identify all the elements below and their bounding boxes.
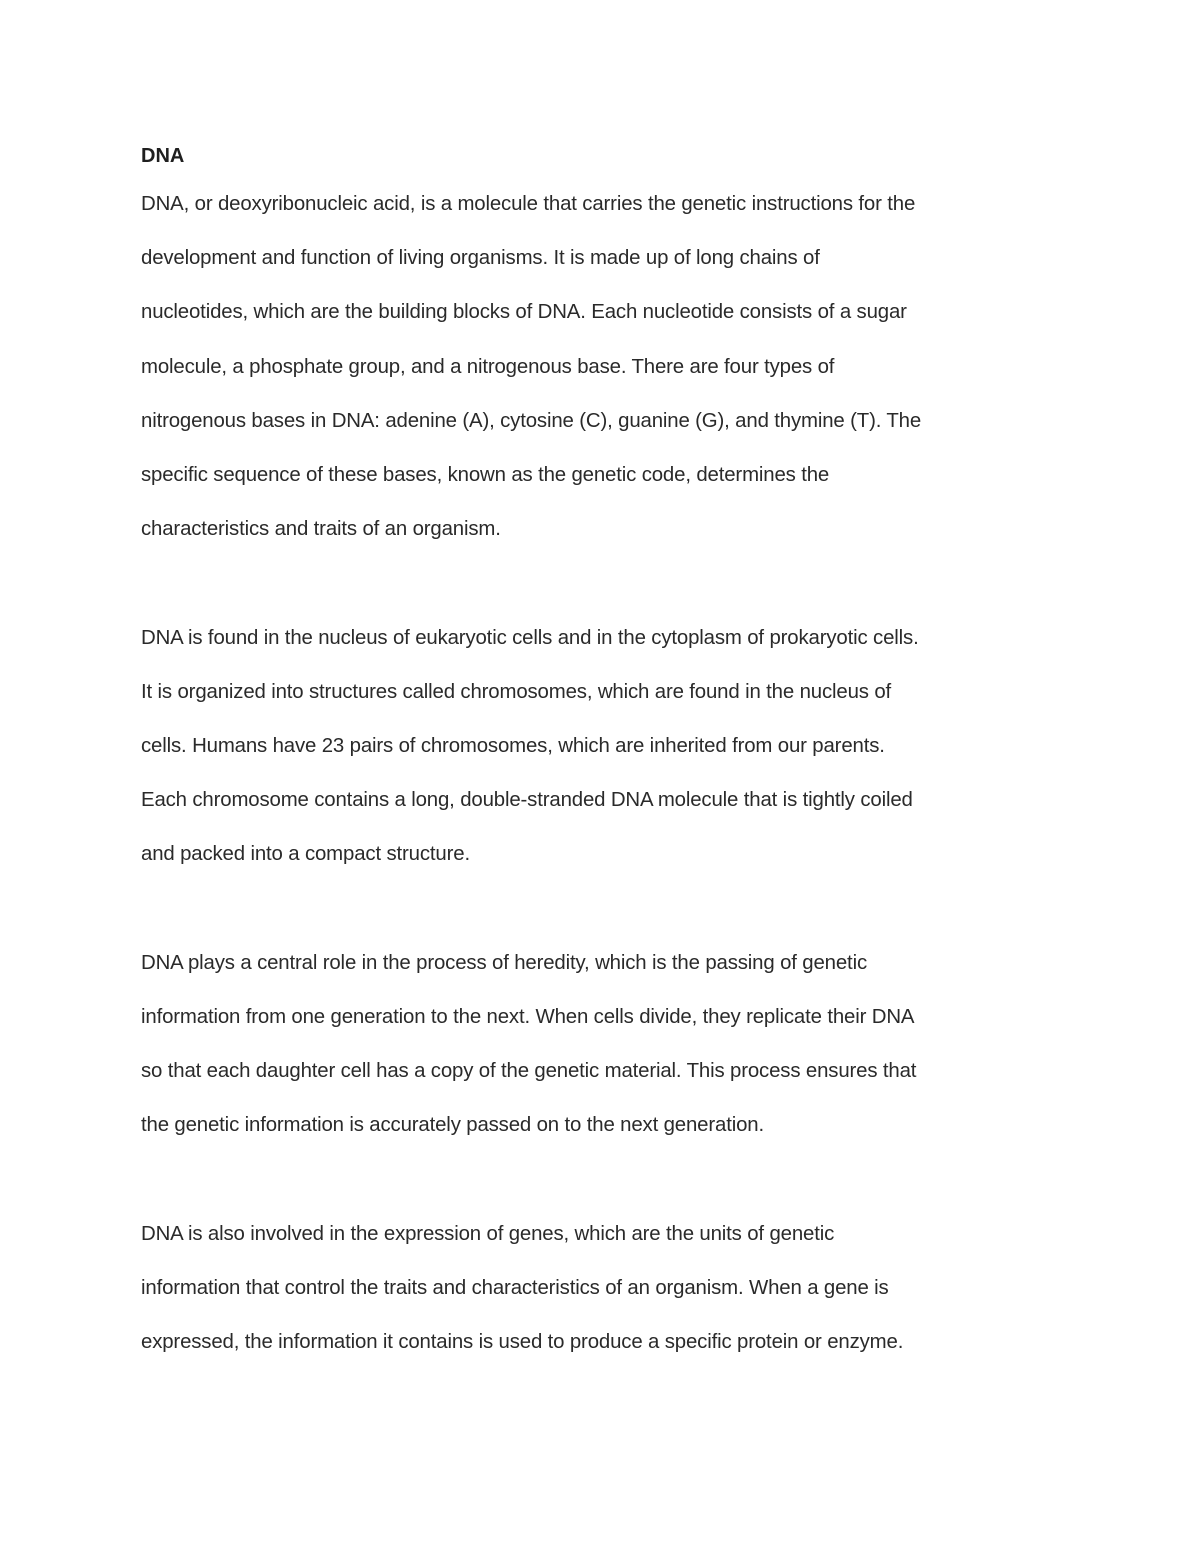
paragraph-line: Each chromosome contains a long, double-stranded DNA molecule that is tightly coiled <box>141 789 913 812</box>
paragraph-line: so that each daughter cell has a copy of the genetic material. This process ensures that <box>141 1060 917 1083</box>
paragraph-line: characteristics and traits of an organism. <box>141 518 501 541</box>
document-title: DNA <box>141 145 185 167</box>
paragraph-spacer <box>141 882 1071 936</box>
paragraph-line: It is organized into structures called chromosomes, which are found in the nucleus of <box>141 680 892 703</box>
paragraph-line: information from one generation to the next. When cells divide, they replicate their DNA <box>141 1006 915 1029</box>
paragraph-line: nucleotides, which are the building blocks of DNA. Each nucleotide consists of a sugar <box>141 301 907 324</box>
paragraph-line: DNA is also involved in the expression of genes, which are the units of genetic <box>141 1222 835 1245</box>
paragraph-line: expressed, the information it contains is used to produce a specific protein or enzyme. <box>141 1331 904 1354</box>
paragraph-line: DNA, or deoxyribonucleic acid, is a molecule that carries the genetic instructions for the <box>141 193 916 215</box>
paragraph-line: DNA is found in the nucleus of eukaryotic cells and in the cytoplasm of prokaryotic cells. <box>141 626 919 649</box>
paragraph-line: and packed into a compact structure. <box>141 843 470 866</box>
paragraph-line: development and function of living organisms. It is made up of long chains of <box>141 247 820 270</box>
paragraph-line: specific sequence of these bases, known as the genetic code, determines the <box>141 464 830 487</box>
paragraph-1 <box>141 177 1071 556</box>
document-body <box>141 136 1071 1369</box>
paragraph-line: molecule, a phosphate group, and a nitrogenous base. There are four types of <box>141 355 835 378</box>
paragraph-line: the genetic information is accurately passed on to the next generation. <box>141 1114 764 1137</box>
paragraph-spacer <box>141 556 1071 610</box>
paragraph-line: nitrogenous bases in DNA: adenine (A), cytosine (C), guanine (G), and thymine (T). The <box>141 409 922 432</box>
paragraph-line: DNA plays a central role in the process of heredity, which is the passing of genetic <box>141 951 868 974</box>
paragraph-spacer <box>141 1153 1071 1207</box>
paragraph-2 <box>141 611 1071 882</box>
paragraph-line: information that control the traits and characteristics of an organism. When a gene is <box>141 1277 889 1300</box>
paragraph-3 <box>141 936 1071 1153</box>
paragraph-line: cells. Humans have 23 pairs of chromosomes, which are inherited from our parents. <box>141 735 885 758</box>
paragraph-4 <box>141 1207 1071 1370</box>
